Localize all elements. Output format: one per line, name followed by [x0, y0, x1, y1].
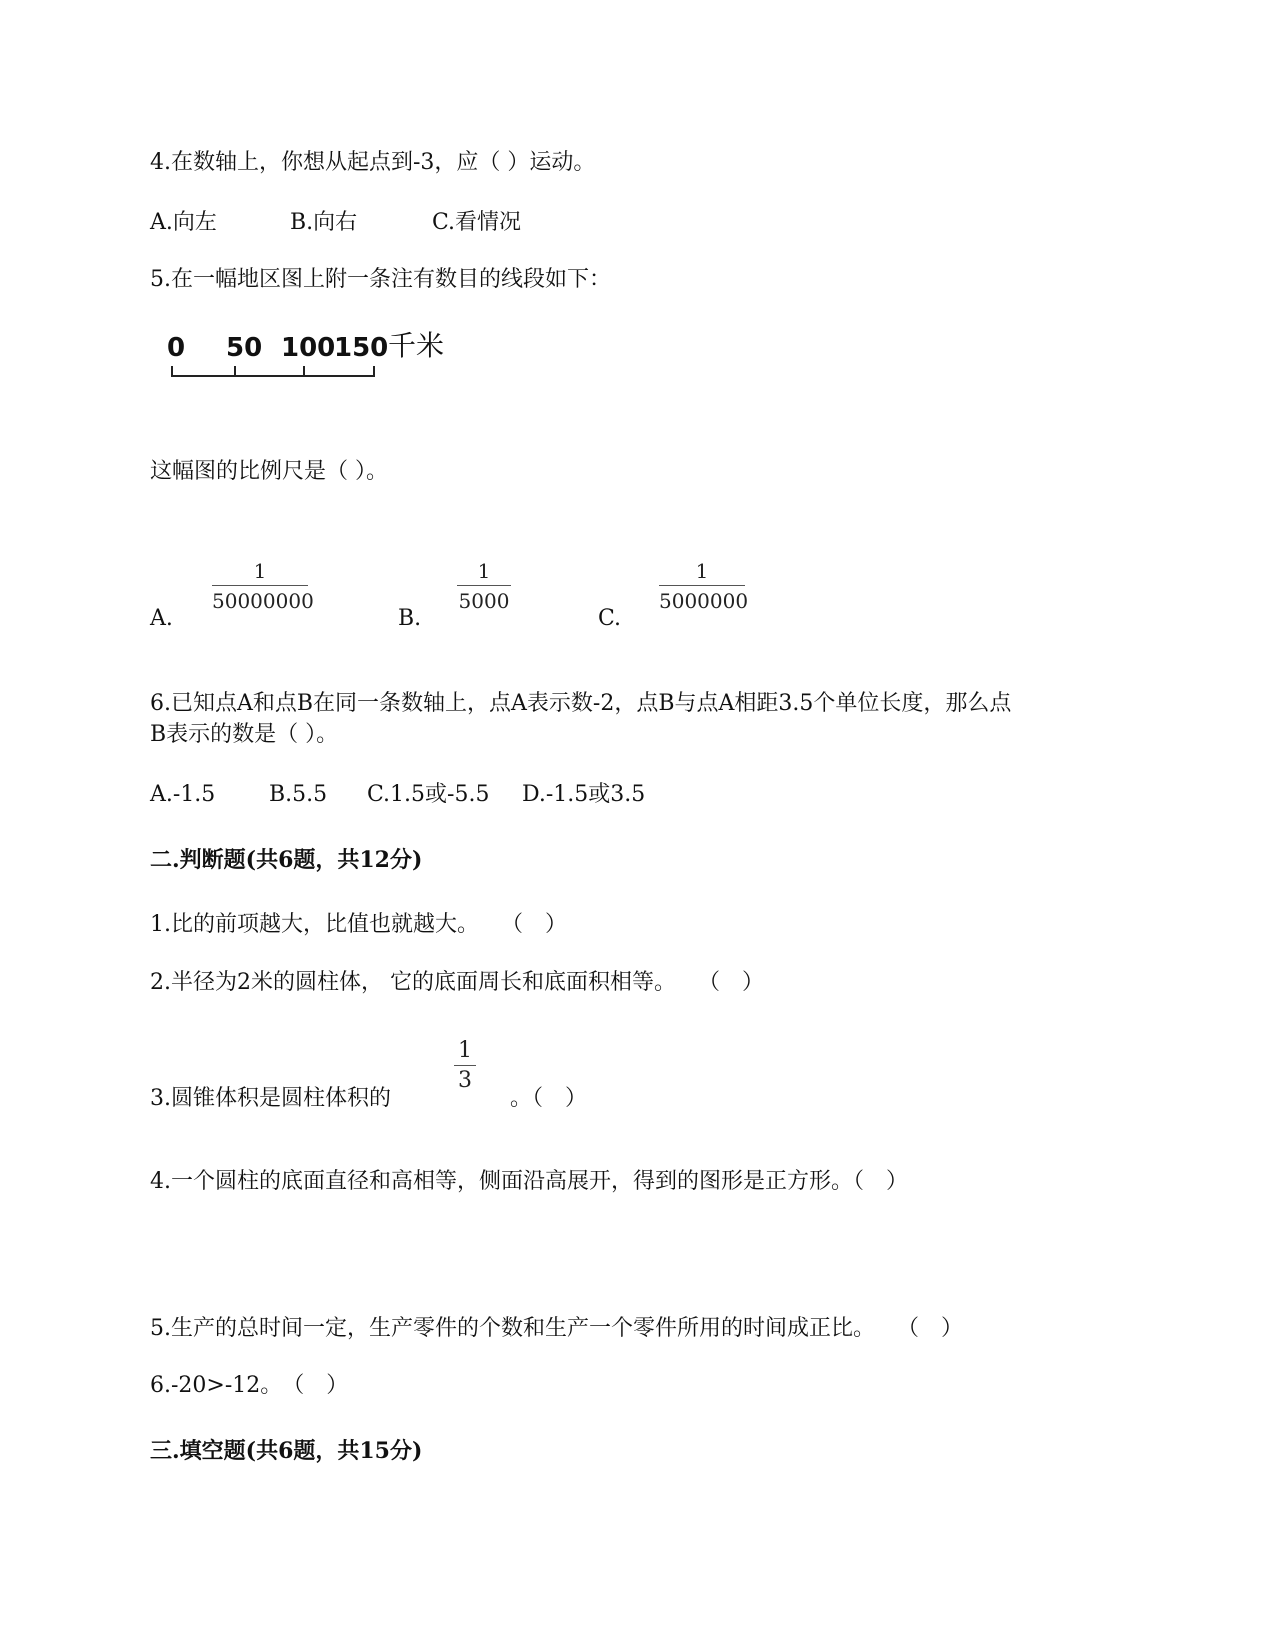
choice-q6-option-a: A.-1.5	[150, 782, 216, 807]
scale-bar-line	[170, 362, 380, 382]
scale-label-100: 100	[281, 333, 336, 363]
choice-q6-option-c: C.1.5或-5.5	[367, 782, 490, 807]
judge-q3-prefix: 3.圆锥体积是圆柱体积的	[150, 1086, 391, 1111]
choice-q5-option-c-fraction	[659, 558, 749, 614]
fraction-numerator: 1	[477, 559, 491, 583]
judge-q2: 2.半径为2米的圆柱体， 它的底面周长和底面积相等。 （ ）	[150, 970, 764, 995]
fraction-bar	[454, 1065, 476, 1066]
choice-q6-text-line2: B表示的数是（ ）。	[150, 722, 339, 747]
fraction-bar	[457, 585, 511, 586]
fraction-numerator: 1	[695, 559, 709, 583]
choice-q6-option-b: B.5.5	[269, 782, 328, 807]
choice-q5-option-a-label: A.	[150, 606, 173, 631]
choice-q4-option-a: A.向左	[150, 210, 217, 235]
fraction-bar	[659, 585, 745, 586]
judge-q1: 1.比的前项越大，比值也就越大。 （ ）	[150, 912, 567, 937]
judge-q6: 6.-20>-12。 （ ）	[150, 1373, 349, 1398]
fraction-denominator: 3	[458, 1068, 472, 1093]
fraction-bar	[212, 585, 308, 586]
choice-q4-option-c: C.看情况	[432, 210, 522, 235]
choice-q6-option-d: D.-1.5或3.5	[522, 782, 646, 807]
fraction-numerator: 1	[253, 559, 267, 583]
fraction-denominator: 5000000	[659, 589, 749, 613]
choice-q5-question: 这幅图的比例尺是（ ）。	[150, 459, 388, 484]
section-judge-title: 二.判断题(共6题，共12分)	[150, 847, 423, 873]
choice-q5-option-b-label: B.	[398, 606, 422, 631]
judge-q4: 4.一个圆柱的底面直径和高相等，侧面沿高展开，得到的图形是正方形。（ ）	[150, 1169, 908, 1194]
fraction-denominator: 5000	[458, 589, 510, 613]
judge-q3-fraction	[454, 1038, 476, 1094]
choice-q6-text-line1: 6.已知点A和点B在同一条数轴上，点A表示数-2，点B与点A相距3.5个单位长度，那么点	[150, 691, 1012, 716]
choice-q4-option-b: B.向右	[290, 210, 358, 235]
choice-q5-option-c-label: C.	[598, 606, 622, 631]
scale-label-150: 150	[334, 333, 389, 363]
section-fill-title: 三.填空题(共6题，共15分)	[150, 1438, 423, 1464]
scale-label-0: 0	[167, 333, 186, 363]
scale-unit-label: 千米	[388, 329, 445, 362]
fraction-numerator: 1	[458, 1038, 472, 1063]
choice-q5-option-b-fraction	[457, 558, 511, 614]
choice-q4-text: 4.在数轴上，你想从起点到-3，应（ ）运动。	[150, 150, 596, 175]
scale-label-50: 50	[226, 333, 263, 363]
fraction-denominator: 50000000	[212, 589, 314, 613]
choice-q5-option-a-fraction	[212, 558, 314, 614]
judge-q5: 5.生产的总时间一定，生产零件的个数和生产一个零件所用的时间成正比。 （ ）	[150, 1316, 963, 1341]
judge-q3-suffix: 。（ ）	[510, 1086, 588, 1111]
choice-q5-text: 5.在一幅地区图上附一条注有数目的线段如下：	[150, 267, 611, 292]
